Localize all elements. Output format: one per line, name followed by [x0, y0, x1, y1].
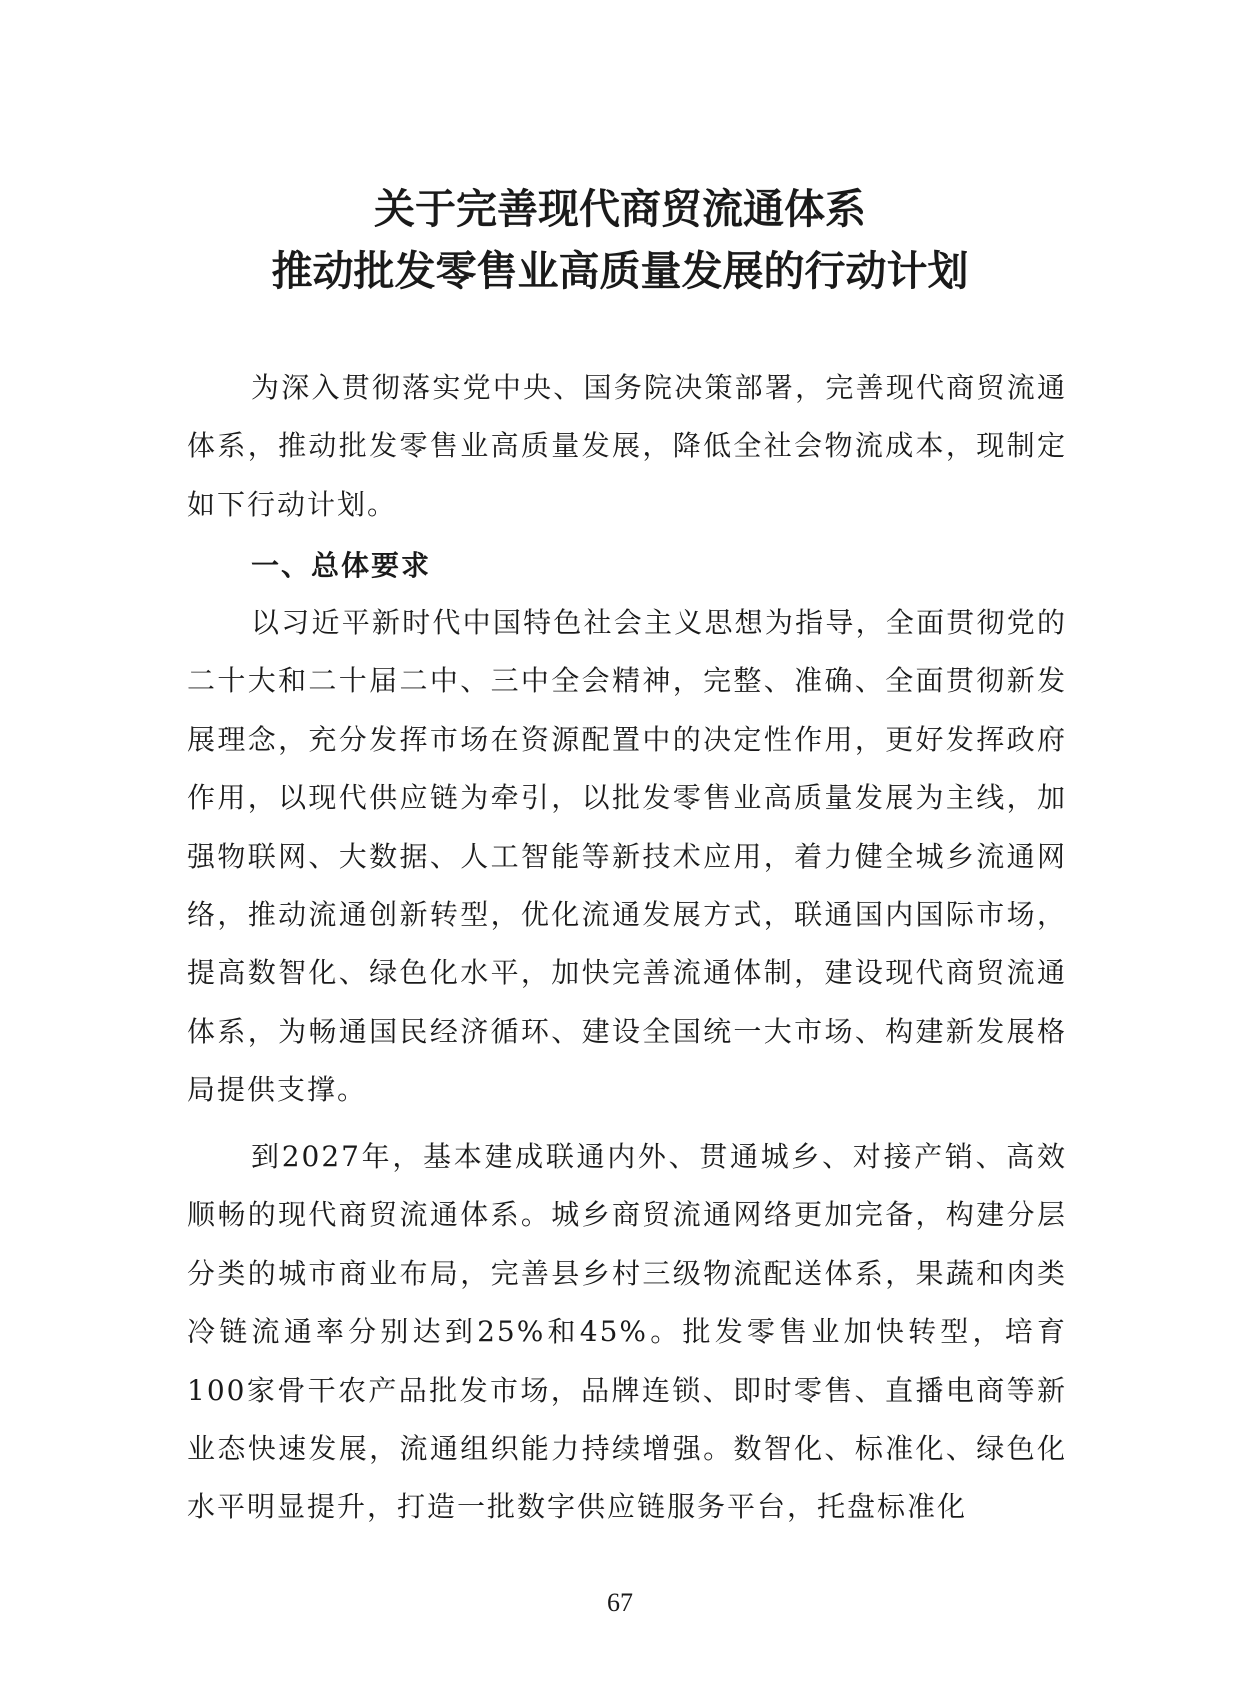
- body-paragraph-2027-goals: 到2027年，基本建成联通内外、贯通城乡、对接产销、高效顺畅的现代商贸流通体系。城乡商贸流通网络更加完备，构建分层分类的城市商业布局，完善县乡村三级物流配送体系，果蔬和肉类冷链流通率分别达到25%和45%。批发零售业加快转型，培育100家骨干农产品批发市场，品牌连锁、即时零售、直播电商等新业态快速发展，流通组织能力持续增强。数智化、标准化、绿色化水平明显提升，打造一批数字供应链服务平台，托盘标准化: [187, 1140, 1067, 1524]
- section-heading: 一、总体要求: [251, 549, 432, 582]
- page-number: 67: [607, 1588, 633, 1617]
- intro-paragraph: 为深入贯彻落实党中央、国务院决策部署，完善现代商贸流通体系，推动批发零售业高质量发展，降低全社会物流成本，现制定如下行动计划。: [187, 371, 1067, 521]
- document-title-line-1: 关于完善现代商贸流通体系: [374, 185, 866, 233]
- document-title-line-2: 推动批发零售业高质量发展的行动计划: [271, 247, 969, 295]
- body-paragraph-guiding-principles: 以习近平新时代中国特色社会主义思想为指导，全面贯彻党的二十大和二十届二中、三中全会精神，完整、准确、全面贯彻新发展理念，充分发挥市场在资源配置中的决定性作用，更好发挥政府作用，以现代供应链为牵引，以批发零售业高质量发展为主线，加强物联网、大数据、人工智能等新技术应用，着力健全城乡流通网络，推动流通创新转型，优化流通发展方式，联通国内国际市场，提高数智化、绿色化水平，加快完善流通体制，建设现代商贸流通体系，为畅通国民经济循环、建设全国统一大市场、构建新发展格局提供支撑。: [187, 606, 1067, 1107]
